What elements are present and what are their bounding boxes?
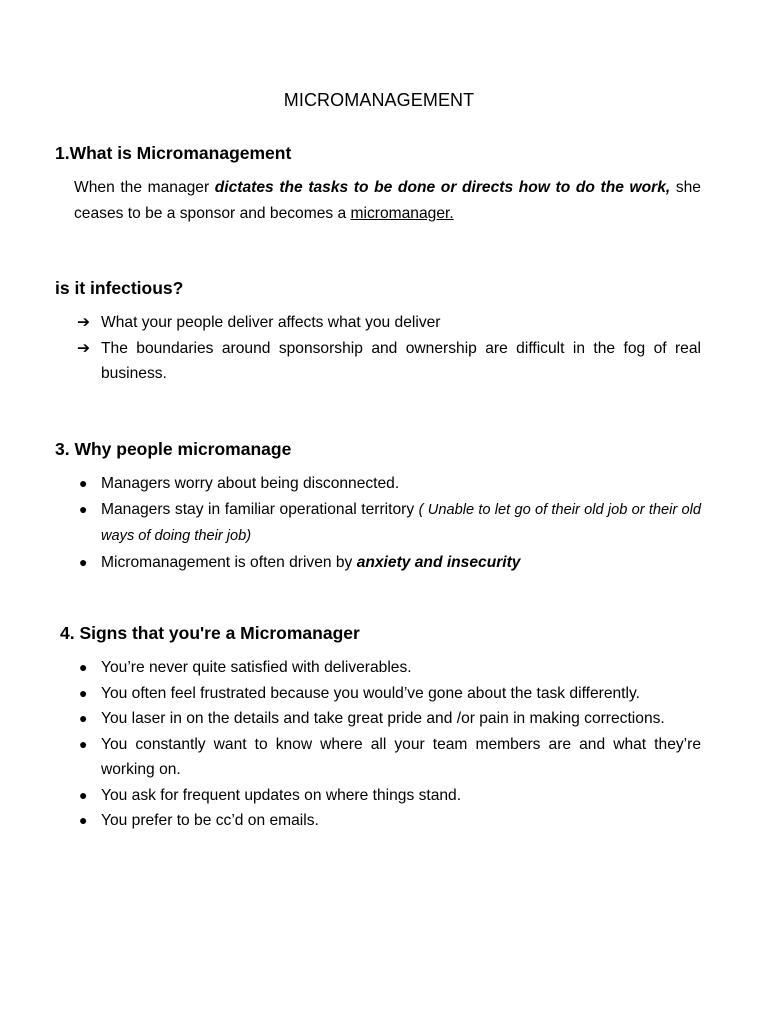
list-item-note: ( Unable to let go of their old job or their old ways of doing their job) <box>101 501 701 544</box>
list-item-text: You constantly want to know where all your team members are and what they’re working on. <box>101 735 701 778</box>
list-item <box>0 336 701 387</box>
list-item <box>0 550 701 576</box>
why-list <box>0 471 768 575</box>
bullet-icon: ● <box>79 684 88 701</box>
document-title: MICROMANAGEMENT <box>283 90 475 110</box>
list-item <box>0 310 701 336</box>
definition-paragraph <box>74 175 701 226</box>
list-item-text: You often feel frustrated because you would’ve gone about the task differently. <box>101 684 640 702</box>
list-item-text: You ask for frequent updates on where things stand. <box>101 786 462 804</box>
list-item <box>0 471 701 497</box>
arrow-icon: ➔ <box>77 339 91 357</box>
list-item-emphasis: anxiety and insecurity <box>356 553 521 571</box>
section-heading-signs: 4. Signs that you're a Micromanager <box>60 623 360 643</box>
list-item-text: Micromanagement is often driven by <box>101 553 357 571</box>
list-item <box>0 732 701 783</box>
bullet-icon: ● <box>79 475 88 491</box>
bullet-icon: ● <box>79 500 88 517</box>
section-heading-why: 3. Why people micromanage <box>55 439 292 459</box>
bullet-icon: ● <box>79 553 88 570</box>
arrow-icon: ➔ <box>77 314 91 331</box>
list-item <box>0 783 701 809</box>
bullet-icon: ● <box>79 659 88 675</box>
bullet-icon: ● <box>79 710 88 726</box>
definition-underlined-term: micromanager. <box>350 204 454 222</box>
section-heading-what-is: 1.What is Micromanagement <box>55 143 292 163</box>
list-item-text: Managers worry about being disconnected. <box>101 475 400 492</box>
definition-emphasis: dictates the tasks to be done or directs how to do the work, <box>214 179 671 196</box>
bullet-icon: ● <box>79 812 88 828</box>
list-item-text: What your people deliver affects what you deliver <box>101 314 441 331</box>
list-item-text: Managers stay in familiar operational territory <box>101 500 419 518</box>
definition-text-start: When the manager <box>74 179 215 196</box>
list-item-text: You laser in on the details and take great pride and /or pain in making corrections. <box>101 710 665 727</box>
list-item <box>0 808 701 834</box>
list-item <box>0 706 701 732</box>
section-heading-infectious: is it infectious? <box>55 278 184 298</box>
signs-list <box>0 655 768 834</box>
definition-text-middle: she ceases to be a sponsor and becomes a <box>74 179 701 222</box>
list-item-text: You’re never quite satisfied with deliverables. <box>101 659 412 676</box>
bullet-icon: ● <box>79 786 88 803</box>
list-item-text: The boundaries around sponsorship and ownership are difficult in the fog of real business. <box>101 339 701 382</box>
list-item <box>0 497 701 550</box>
list-item-text: You prefer to be cc’d on emails. <box>101 812 319 829</box>
list-item <box>0 655 701 681</box>
bullet-icon: ● <box>79 735 88 752</box>
list-item <box>0 681 701 707</box>
infectious-list <box>0 310 768 387</box>
